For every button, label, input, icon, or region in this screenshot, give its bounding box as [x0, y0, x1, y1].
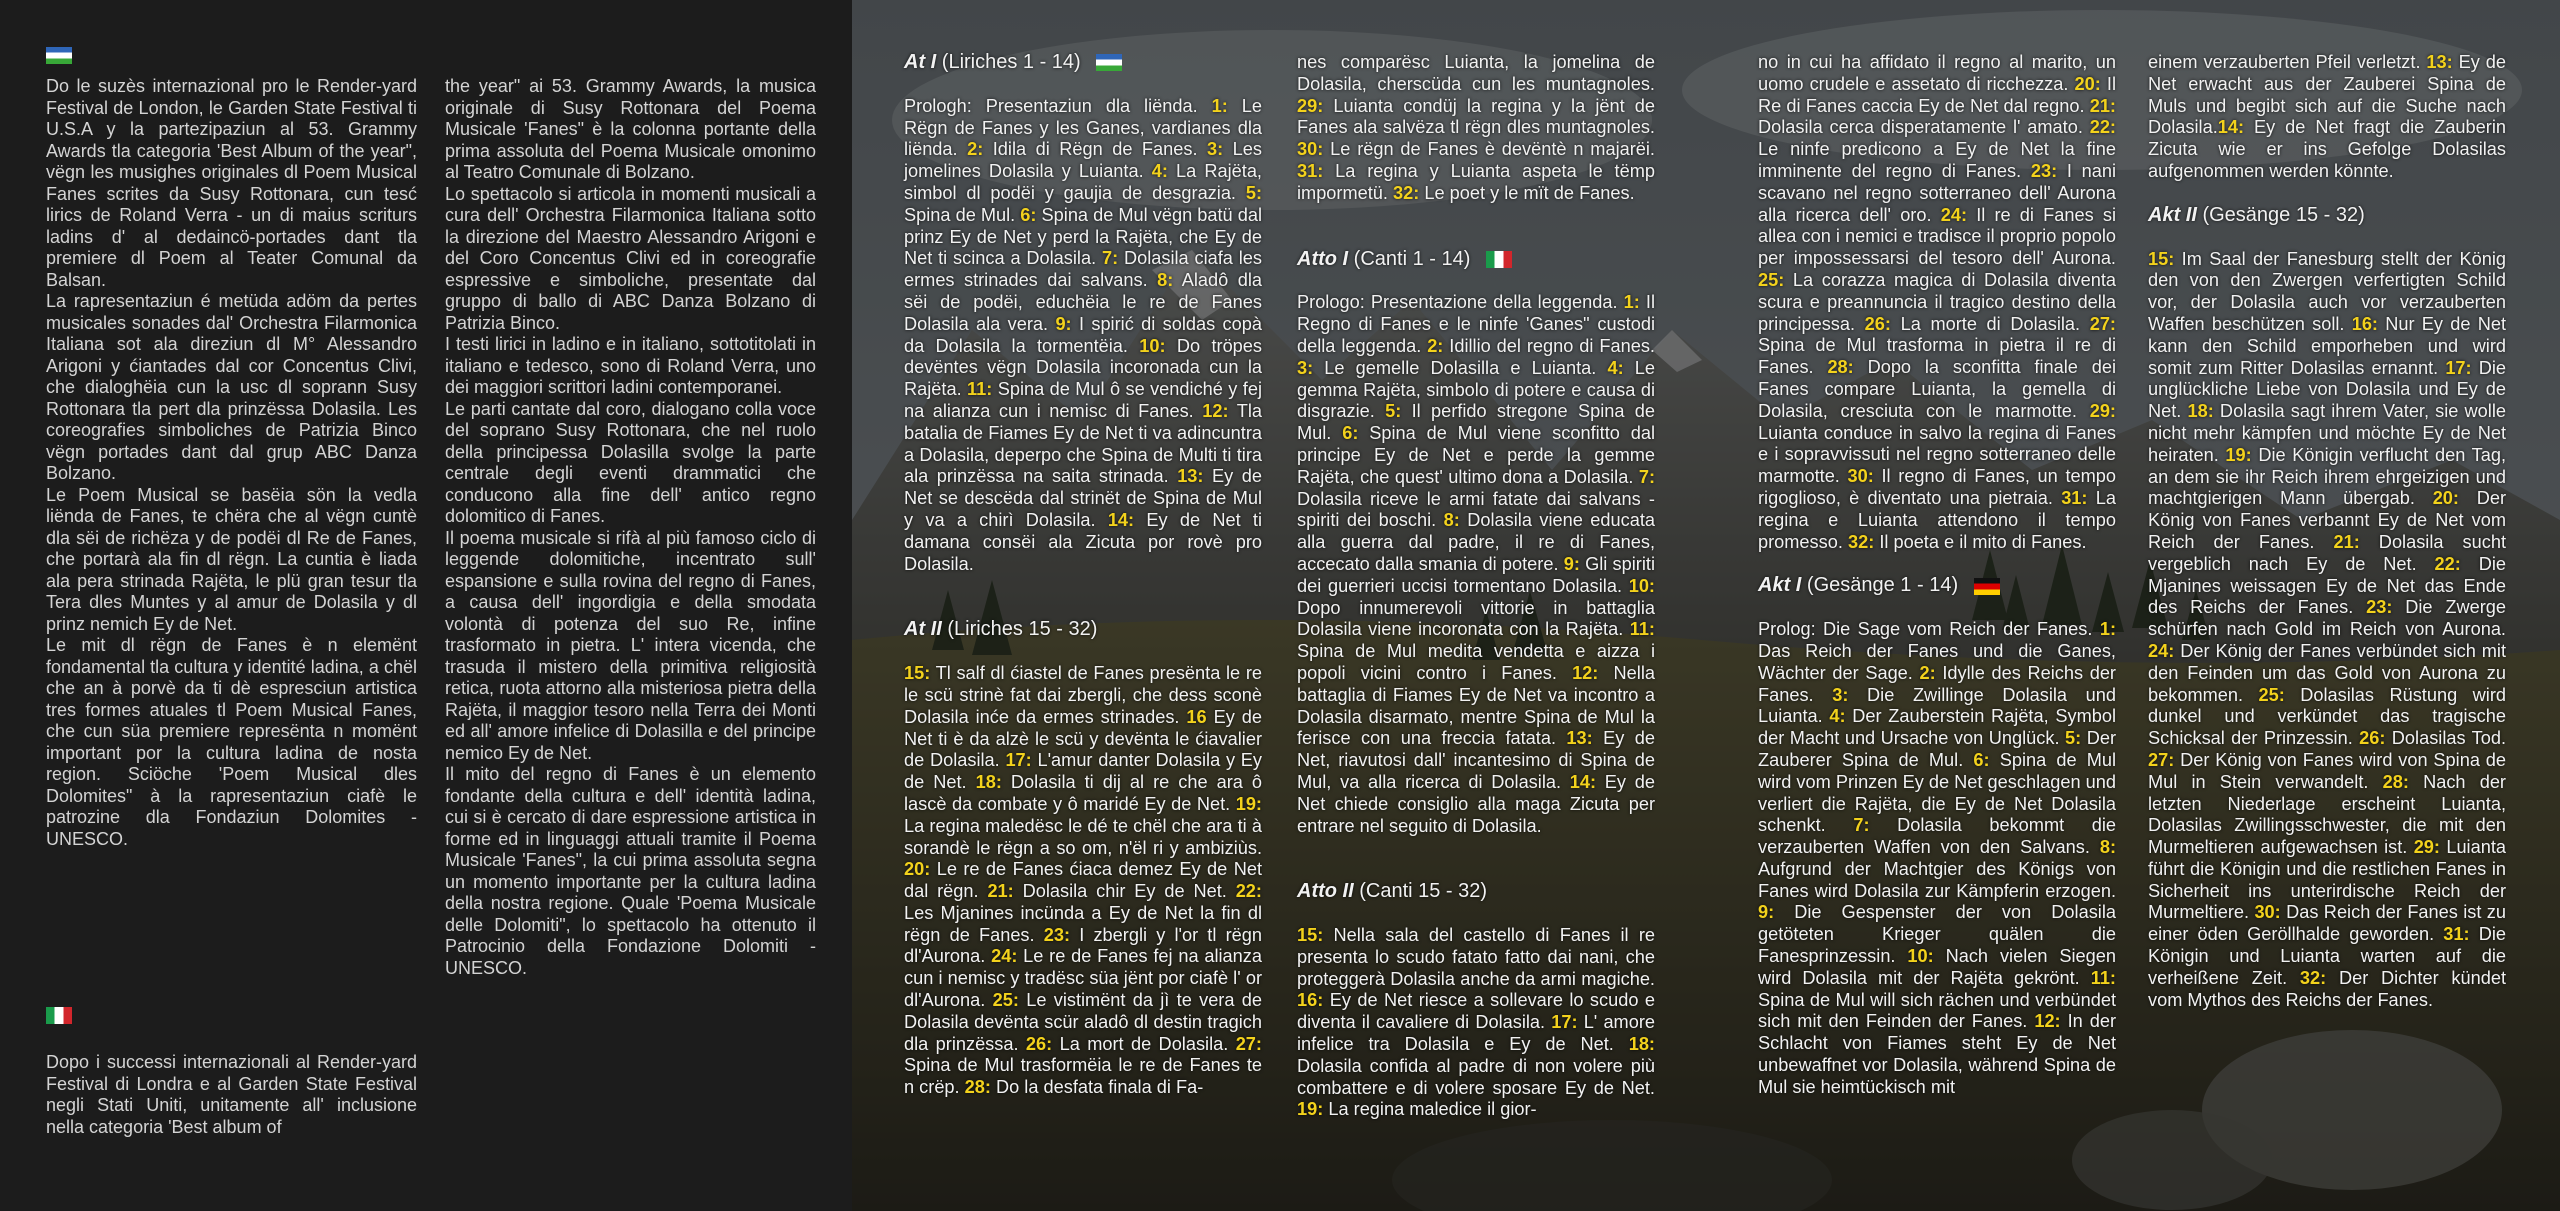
italian-intro-paragraph: Le parti cantate dal coro, dialogano colla voce del soprano Susy Rottonara, che nel ruolo della principessa Dolasilla svolge la parte centrale degli eventi drammatici che conducono alla fine dell' antico regno dolomitico di Fanes. — [445, 398, 816, 526]
act-title: Akt I — [1758, 574, 1802, 597]
act-synopsis-continued: einem verzauberten Pfeil verletzt. 13: Ey de Net erwacht aus der Zauberei Spina de Muls und begibt sich auf die Suche nach Dolasila.14: Ey de Net fragt die Zauberin Zicuta wie er ins Gefolge Dolasilas aufgenommen werden könnte. — [2148, 52, 2507, 181]
scene-number: 30: — [2254, 902, 2281, 923]
act-title: At I — [904, 51, 937, 73]
act-synopsis: Prolog: Die Sage vom Reich der Fanes. 1: Das Reich der Fanes und die Ganes, Wächter der Sage. 2: Idylle des Reichs der Fanes. 3: Die Zwillinge Dolasila und Luianta. 4: Der Zauberstein Rajëta, Symbol der Macht und Ursache von Unglück. 5: Der Zauberer Spina de Mul. 6: Spina de Mul wird vom Prinzen Ey de Net geschlagen und verliert die Rajëta, die Ey de Net Dolasila schenkt. 7: Dolasila bekommt die verzauberten Waffen von den Salvans. 8: Aufgrund der Machtgier des Königs von Fanes wird Dolasila zur Kämpferin erzogen. 9: Die Gespenster der von Dolasila getöteten Krieger quälen die Fanesprinzessin. 10: Nach vielen Siegen wird Dolasila mit der Rajëta gekrönt. 11: Spina de Mul will sich rächen und verbündet sich mit den Feinden der Fanes. 12: In der Schlacht von Fiames steht Ey de Net unbewaffnet vor Dolasila, während Spina de Mul sie heimtückisch mit — [1758, 619, 2117, 1097]
scene-number: 25: — [992, 990, 1019, 1011]
act-heading — [904, 619, 1262, 641]
italian-intro-paragraph: Lo spettacolo si articola in momenti musicali a cura dell' Orchestra Filarmonica Italiana sotto la direzione del Maestro Alessandro Arigoni e del Coro Concentus Clivi ed in coreografie espressive e simboliche, presentate dal gruppo di ballo di ABC Danza Bolzano di Patrizia Binco. — [445, 183, 816, 333]
scene-number: 8: — [1443, 510, 1460, 531]
scene-number: 29: — [1297, 95, 1324, 116]
scene-number: 11: — [967, 379, 993, 400]
italian-intro-start — [46, 1052, 417, 1138]
scene-number: 13: — [1566, 728, 1593, 749]
scene-number: 22: — [1235, 881, 1262, 902]
scene-number: 5: — [1245, 182, 1262, 203]
scene-number: 24: — [991, 946, 1018, 967]
scene-number: 8: — [2099, 837, 2116, 858]
act-heading — [1297, 249, 1655, 271]
scene-number: 14: — [1107, 509, 1135, 530]
scene-number: 31: — [2061, 487, 2088, 508]
ladin-intro-paragraph: Do le suzès internazional pro le Render-yard Festival de London, le Garden State Festival ti U.S.A y la partezipaziun al 53. Grammy Awards tla categoria 'Best Album of the year", vëgn les musighes originales dl Poem Musical Fanes scrites da Susy Rottonara, cun tesć lirics de Roland Verra - un di maius scriturs ladins d' al dedaincö-portades dant tla premiere dl Poem al Teater Comunal da Balsan. — [46, 76, 417, 290]
scene-number: 11: — [2090, 967, 2116, 988]
scene-number: 6: — [1342, 423, 1359, 444]
synopsis-column-italian-german — [1758, 52, 2116, 1099]
scene-number: 29: — [2413, 837, 2440, 858]
act-heading — [1297, 881, 1655, 903]
italian-intro-paragraph: Il mito del regno di Fanes è un elemento fondante della cultura e dell' identità ladina, cui si è cercato di dare espressione artistica in forme ed in linguaggi attuali tramite il Poema Musicale 'Fanes", la cui prima assoluta segna un momento importante per la cultura ladina della nostra regione. Quale 'Poema Musicale delle Dolomiti", lo spettacolo ha ottenuto il Patrocinio della Fondazione Dolomiti - UNESCO. — [445, 764, 816, 978]
scene-number: 7: — [1101, 248, 1119, 269]
act-synopsis-continued: no in cui ha affidato il regno al marito, un uomo crudele e assetato di ricchezza. 20: Il Re di Fanes caccia Ey de Net dal regno. 21: Dolasila cerca disperatamente l' amato. 22: Le ninfe predicono a Ey de Net la fine imminente del regno di Fanes. 23: I nani scavano nel regno sotterraneo dell' Aurona alla ricerca dell' oro. 24: Il re di Fanes si allea con i nemici e tradisce il proprio popolo per impossessarsi del tesoro dell' Aurona. 25: La corazza magica di Dolasila diventa scura e preannuncia il tragico destino della principessa. 26: La morte di Dolasila. 27: Spina de Mul trasforma in pietra il re di Fanes. 28: Dopo la sconfitta finale dei Fanes compare Luianta, la gemella di Dolasila, cresciuta con le marmotte. 29: Luianta conduce in salvo la regina di Fanes e i sopravvissuti nel regno sotterraneo delle marmotte. 30: Il regno di Fanes, un tempo rigoglioso, è diventato una pietraia. 31: La regina e Luianta attendono il tempo promesso. 32: Il poeta e il mito di Fanes. — [1758, 52, 2117, 552]
scene-number: 8: — [1157, 270, 1174, 291]
scene-number: 12: — [1202, 400, 1229, 421]
scene-number: 4: — [1607, 357, 1624, 378]
scene-number: 11: — [1629, 619, 1655, 640]
scene-number: 23: — [1043, 924, 1071, 945]
act-title: Atto I — [1297, 247, 1349, 270]
italian-intro-paragraph: Dopo i successi internazionali al Render-yard Festival di Londra e al Garden State Festival negli Stati Uniti, unitamente all' inclusione nella categoria 'Best album of — [46, 1052, 417, 1137]
scene-number: 15: — [2148, 248, 2175, 269]
scene-number: 30: — [1297, 139, 1324, 160]
scene-number: 19: — [2225, 444, 2252, 465]
scene-number: 1: — [1623, 292, 1640, 313]
act-synopsis: 15: Tl salf dl ćiastel de Fanes presënta le re le scü strinè fat dai zbergli, che dess sconè Dolasila inće da ermes strinades. 16 Ey de Net ti è da alzè le scü y devënta le ćiavalier de Dolasila. 17: L'amur danter Dolasila y Ey de Net. 18: Dolasila ti dij al re che ara ô lascè da combate y ô maridé Ey de Net. 19: La regina maledësc le dé te chël che ara ti à sorandè le rëgn a so om, n'ël ri y ambiziùs. 20: Le re de Fanes ćiaca demez Ey de Net dal rëgn. 21: Dolasila chir Ey de Net. 22: Les Mjanines incünda a Ey de Net la fin dl rëgn de Fanes. 23: I zbergli y l'or tl rëgn dl'Aurona. 24: Le re de Fanes fej na alianza cun i nemisc y tradësc süa jënt por ciafè l' or dl'Aurona. 25: Le vistimënt da jì te vera de Dolasila devënta scür aladô dl destin tragich dla prinzëssa. 26: La mort de Dolasila. 27: Spina de Mul trasformëia le re de Fanes te n crëp. 28: Do la desfata finala di Fa- — [904, 663, 1263, 1098]
scene-number: 9: — [1758, 902, 1775, 923]
act-synopsis: Prologh: Presentaziun dla liënda. 1: Le Rëgn de Fanes y les Ganes, vardianes dla liënda. 2: Idila di Rëgn de Fanes. 3: Les jomelines Dolasila y Luianta. 4: La Rajëta, simbol dl podëi y gaujia de desgrazia. 5: Spina de Mul. 6: Spina de Mul vëgn batü dal prinz Ey de Net y perd la Rajëta, che Ey de Net ti scinca a Dolasila. 7: Dolasila ciafa les ermes strinades dai salvans. 8: Aladô dla sëi de podëi, educhëia le re de Fanes Dolasila ala vera. 9: I spirić di soldas copà da Dolasila la tormentëia. 10: Do tröpes devëntes vëgn Dolasila incoronada cun la Rajëta. 11: Spina de Mul ô se vendiché y fej na alianza cun i nemisc di Fanes. 12: Tla batalia de Fiames Ey de Net ti va adincuntra a Dolasila, deperpo che Spina de Multi ti tira ala prinzëssa na saita strinada. 13: Ey de Net se descëda dal strinët de Spina de Mul y va a chirì Dolasila. 14: Ey de Net ti damana consëi ala Zicuta por rovè pro Dolasila. — [904, 95, 1263, 574]
scene-number: 26: — [1864, 313, 1891, 334]
scene-number: 25: — [1758, 269, 1785, 290]
scene-number: 16: — [1297, 990, 1324, 1011]
act-subtitle: (Gesänge 15 - 32) — [2202, 203, 2365, 226]
scene-number: 3: — [1832, 684, 1849, 705]
scene-number: 21: — [987, 881, 1014, 902]
act-synopsis: 15: Nella sala del castello di Fanes il re presenta lo scudo fatato fatto dai nani, che proteggerà Dolasila anche da armi magiche. 16: Ey de Net riesce a sollevare lo scudo e diventa il cavaliere di Dolasila. 17: L' amore infelice tra Dolasila e Ey de Net. 18: Dolasila confida al padre di non volere più combattere e di volere sposare Ey de Net. 19: La regina maledice il gior- — [1297, 925, 1655, 1120]
scene-number: 12: — [2034, 1011, 2061, 1032]
scene-number: 10: — [1628, 575, 1655, 596]
italian-flag-icon — [46, 1007, 72, 1024]
scene-number: 24: — [2148, 640, 2175, 661]
scene-number: 2: — [1919, 662, 1936, 683]
synopsis-column-german — [2148, 52, 2506, 1011]
scene-number: 17: — [1551, 1012, 1578, 1033]
scene-number: 14: — [2217, 117, 2245, 138]
scene-number: 15: — [1297, 925, 1324, 946]
scene-number: 9: — [1055, 313, 1072, 334]
scene-number: 18: — [1628, 1034, 1655, 1055]
ladin-flag-icon — [1096, 54, 1122, 71]
scene-number: 19: — [1297, 1099, 1324, 1120]
intro-panel — [0, 0, 852, 1211]
act-heading — [904, 52, 1262, 74]
scene-number: 10: — [1907, 946, 1934, 967]
scene-number: 32: — [2299, 967, 2327, 988]
scene-number: 20: — [2432, 488, 2459, 509]
scene-number: 16: — [2351, 313, 2378, 334]
scene-number: 23: — [2366, 597, 2393, 618]
scene-number: 1: — [1211, 95, 1228, 116]
act-heading — [2148, 205, 2506, 227]
scene-number: 7: — [1638, 466, 1655, 487]
scene-number: 27: — [2148, 749, 2175, 770]
ladin-intro-paragraph: La rapresentaziun é metüda adöm da pertes musicales sonades dal' Orchestra Filarmonica Italiana sot ala direziun dl M° Alessandro Arigoni y ćiantades dal cor Concentus Clivi, che dialoghëia cun la usc dl soprann Susy Rottonara tla pert dla prinzëssa Dolasila. Les coreografies simboliches de Patrizia Binco vëgn portades dant dal grup ABC Danza Bolzano. — [46, 291, 417, 483]
scene-number: 13: — [1177, 466, 1204, 487]
act-subtitle: (Gesänge 1 - 14) — [1806, 574, 1959, 597]
scene-number: 28: — [1827, 357, 1854, 378]
scene-number: 19: — [1235, 793, 1262, 814]
scene-number: 31: — [1297, 160, 1324, 181]
act-synopsis: Prologo: Presentazione della leggenda. 1: Il Regno di Fanes e le ninfe 'Ganes" custodi della leggenda. 2: Idillio del regno di Fanes. 3: Le gemelle Dolasilla e Luianta. 4: Le gemma Rajëta, simbolo di potere e causa di disgrazie. 5: Il perfido stregone Spina de Mul. 6: Spina de Mul viene sconfitto dal principe Ey de Net e perde la gemme Rajëta, che quest' ultimo dona a Dolasila. 7: Dolasila riceve le armi fatate dai salvans - spiriti dei boschi. 8: Dolasila viene educata alla guerra dal padre, il re di Fanes, accecato dalla smania di potere. 9: Gli spiriti dei guerrieri uccisi tormentano Dolasila. 10: Dopo innumerevoli vittorie in battaglia Dolasila viene incoronata con la Rajëta. 11: Spina de Mul medita vendetta e aizza i popoli vicini contro i Fanes. 12: Nella battaglia di Fiames Ey de Net va incontro a Dolasila disarmato, mentre Spina de Mul la ferisce con una freccia fatata. 13: Ey de Net, riavutosi dall' incantesimo di Spina de Mul, va alla ricerca di Dolasila. 14: Ey de Net chiede consiglio alla maga Zicuta per entrare nel seguito di Dolasila. — [1297, 292, 1656, 836]
italian-intro-paragraph: the year" ai 53. Grammy Awards, la musica originale di Susy Rottonara del Poema Musicale 'Fanes" è la colonna portante della prima assoluta del Poema Musicale omonimo al Teatro Comunale di Bolzano. — [445, 76, 816, 182]
synopsis-column-ladin-italian — [1297, 52, 1655, 1121]
italian-intro-paragraph: I testi lirici in ladino e in italiano, sottotitolati in italiano e tedesco, sono di Roland Verra, uno dei maggiori scrittori ladini contemporanei. — [445, 334, 816, 397]
scene-number: 9: — [1563, 553, 1580, 574]
italian-flag-icon — [1486, 251, 1512, 268]
act-synopsis-continued: nes comparësc Luianta, la jomelina de Dolasila, cherscüda cun les muntagnoles. 29: Luianta condüj la regina y la jënt de Fanes ala salvëza tl rëgn dles muntagnoles. 30: Le rëgn de Fanes è devëntè n majarëi. 31: La regina y Luianta aspeta le tëmp impormetü. 32: Le poet y le mït de Fanes. — [1297, 52, 1655, 203]
scene-number: 32: — [1847, 531, 1875, 552]
scene-number: 3: — [1297, 357, 1314, 378]
act-synopsis: 15: Im Saal der Fanesburg stellt der König den von den Zwergen verfertigten Schild vor, der Dolasila auch vor verzauberten Waffen beschützen soll. 16: Nur Ey de Net kann den Schild emporheben und wird somit zum Ritter Dolasilas ernannt. 17: Die unglückliche Liebe von Dolasila und Ey de Net. 18: Dolasila sagt ihrem Vater, sie wolle nicht mehr kämpfen und möchte Ey de Net heiraten. 19: Die Königin verflucht den Tag, an dem sie ihr Reich ihrem ehrgeizigen und machtgierigen Mann übergab. 20: Der König von Fanes verbannt Ey de Net vom Reich der Fanes. 21: Dolasila sucht vergeblich nach Ey de Net. 22: Die Mjanines weissagen Ey de Net das Ende des Reichs der Fanes. 23: Die Zwerge schürfen nach Gold im Reich von Aurona. 24: Der König der Fanes verbündet sich mit den Feinden um das Gold von Aurona zu bekommen. 25: Dolasilas Rüstung wird dunkel und verkündet das tragische Schicksal der Prinzessin. 26: Dolasilas Tod. 27: Der König von Fanes wird von Spina de Mul in Stein verwandelt. 28: Nach der letzten Niederlage erscheint Luianta, Dolasilas Zwillingsschwester, die mit den Murmeltieren aufgewachsen ist. 29: Luianta führt die Königin und die restlichen Fanes in Sicherheit ins unterirdische Reich der Murmeltiere. 30: Das Reich der Fanes ist zu einer öden Geröllhalde geworden. 31: Die Königin und Luianta warten auf die verheißene Zeit. 32: Der Dichter kündet vom Mythos des Reichs der Fanes. — [2148, 248, 2507, 1010]
act-title: At II — [904, 618, 942, 641]
scene-number: 24: — [1940, 204, 1968, 225]
scene-number: 7: — [1853, 815, 1870, 836]
scene-number: 4: — [1151, 161, 1168, 182]
act-title: Atto II — [1297, 880, 1354, 903]
scene-number: 22: — [2434, 553, 2461, 574]
scene-number: 6: — [1973, 749, 1990, 770]
intro-column-1 — [46, 76, 417, 850]
intro-column-2 — [445, 76, 816, 979]
scene-number: 23: — [2030, 160, 2058, 181]
scene-number: 14: — [1569, 771, 1597, 792]
scene-number: 16 — [1186, 706, 1207, 727]
scene-number: 29: — [2089, 400, 2116, 421]
scene-number: 2: — [1427, 335, 1444, 356]
scene-number: 27: — [1235, 1033, 1262, 1054]
scene-number: 21: — [2333, 531, 2360, 552]
scene-number: 1: — [2099, 619, 2116, 640]
scene-number: 13: — [2426, 52, 2453, 72]
scene-number: 2: — [967, 139, 984, 160]
act-heading — [1758, 575, 2116, 597]
scene-number: 31: — [2443, 924, 2470, 945]
scene-number: 15: — [904, 663, 931, 684]
scene-number: 18: — [975, 772, 1002, 793]
scene-number: 5: — [1385, 401, 1402, 422]
scene-number: 3: — [1207, 139, 1224, 160]
act-title: Akt II — [2148, 203, 2197, 226]
scene-number: 30: — [1847, 466, 1874, 487]
scene-number: 28: — [964, 1077, 991, 1098]
ladin-intro-paragraph: Le Poem Musical se basëia sön la vedla liënda de Fanes, te chëra che al vëgn cuntè dla sëi de richëza y de podëi dl Re de Fanes, che portarà ala fin dl rëgn. La cuntia è liada ala pera strinada Rajëta, le plü gran tesur tla Tera dles Muntes y al amur de Dolasila y dl prinz nemich Ey de Net. — [46, 484, 417, 634]
scene-number: 26: — [1025, 1033, 1053, 1054]
scene-number: 21: — [2089, 95, 2116, 116]
scene-number: 20: — [2074, 73, 2101, 94]
synopsis-column-ladin — [904, 52, 1262, 1099]
act-subtitle: (Liriches 15 - 32) — [947, 618, 1098, 641]
ladin-flag-icon — [46, 47, 72, 64]
scene-number: 18: — [2187, 401, 2214, 422]
act-subtitle: (Canti 1 - 14) — [1353, 247, 1471, 270]
scene-number: 26: — [2359, 728, 2386, 749]
scene-number: 12: — [1572, 662, 1599, 683]
scene-number: 32: — [1393, 182, 1420, 203]
act-subtitle: (Liriches 1 - 14) — [941, 51, 1081, 73]
scene-number: 5: — [2065, 728, 2082, 749]
scene-number: 10: — [1139, 335, 1166, 356]
act-subtitle: (Canti 15 - 32) — [1359, 880, 1488, 903]
scene-number: 6: — [1020, 204, 1037, 225]
scene-number: 20: — [904, 859, 931, 880]
scene-number: 17: — [2445, 357, 2472, 378]
scene-number: 4: — [1829, 706, 1846, 727]
german-flag-icon — [1974, 578, 2000, 595]
scene-number: 25: — [2258, 684, 2285, 705]
scene-number: 28: — [2382, 771, 2409, 792]
italian-intro-paragraph: Il poema musicale si rifà al più famoso ciclo di leggende dolomitiche, incentrato sull' espansione e sulla rovina del regno di Fanes, a causa dell' ingordigia e della smodata volontà di potenza del suo Re, infine trasformato in pietra. L' intera vicenda, che trasuda il mistero della primitiva religiosità retica, ruota attorno alla misteriosa pietra della Rajëta, il maggior tesoro nella Terra dei Monti ed all' amore infelice di Dolasilla e del principe nemico Ey de Net. — [445, 527, 816, 763]
scene-number: 27: — [2089, 313, 2116, 334]
scene-number: 17: — [1005, 750, 1032, 771]
ladin-intro-paragraph: Le mit dl rëgn de Fanes è n elemënt fondamental tla cultura y identité ladina, a chël che an à porvè da ti dè espresciun artistica tres formes atuales tl Poem Musical Fanes, che cun süa premiere represënta n momënt important por la cultura ladina de nosta region. Sciöche 'Poem Musical dles Dolomites" à la rapresentaziun ciafè le patrozine dla Fondaziun Dolomites - UNESCO. — [46, 635, 417, 849]
scene-number: 22: — [2089, 117, 2116, 138]
